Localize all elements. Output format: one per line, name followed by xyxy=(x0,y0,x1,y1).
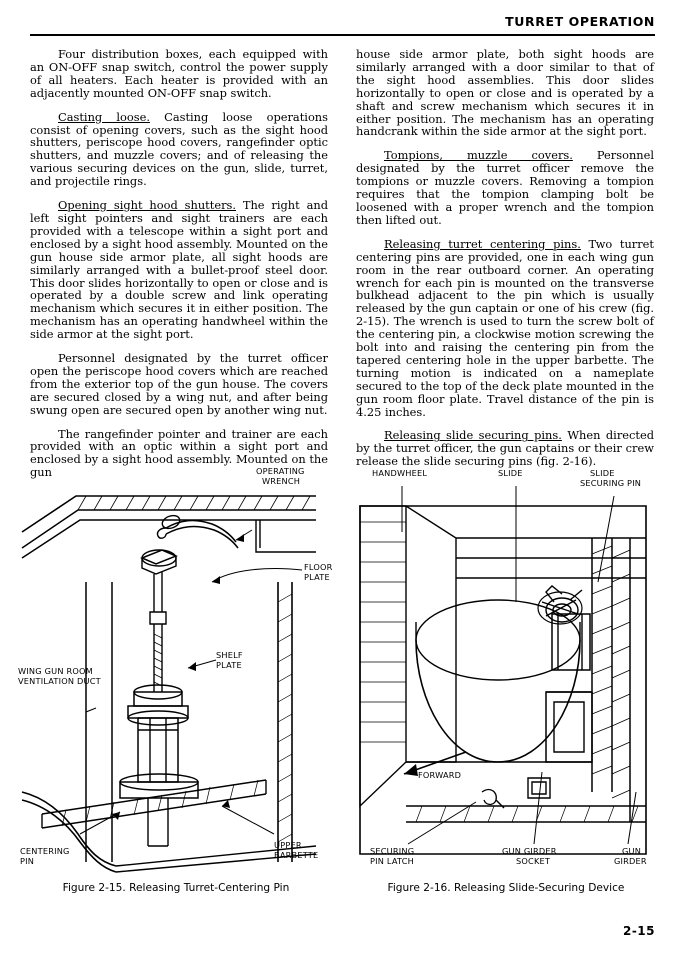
svg-text:PIN: PIN xyxy=(20,856,35,866)
paragraph xyxy=(30,199,328,341)
page-header xyxy=(30,14,655,40)
paragraph xyxy=(356,48,654,138)
run-in-heading: Releasing turret centering pins. xyxy=(384,236,581,251)
svg-text:BARBETTE: BARBETTE xyxy=(274,850,319,860)
callout-forward: FORWARD xyxy=(418,770,462,780)
right-column xyxy=(356,48,654,490)
callout-floor-plate: FLOOR xyxy=(304,562,333,572)
figure-2-16 xyxy=(346,462,666,932)
paragraph-text: Four distribution boxes, each equipped with an ON-OFF snap switch, control the power supply of all heaters. Each heater is provided with an adjacently mounted ON-OFF snap switch. xyxy=(30,47,328,100)
callout-slide: SLIDE xyxy=(498,468,523,478)
callout-centering-pin: CENTERING xyxy=(20,846,70,856)
paragraph-body xyxy=(30,199,328,341)
figure-area xyxy=(16,462,666,932)
paragraph xyxy=(30,111,328,188)
paragraph-text: Personnel designated by the turret officer remove the tompions or muzzle covers. Removing a tompion requires that the tompion clamping bolt be loosened with a proper wrench and the tompion then lifted out. xyxy=(356,148,654,227)
callout-upper-barbette: UPPER xyxy=(274,840,302,850)
callout-gun-girder-socket: GUN GIRDER xyxy=(502,846,557,856)
run-in-heading: Opening sight hood shutters. xyxy=(58,198,236,213)
paragraph-text: When directed by the turret officer, the gun captains or their crew release the slide securing pins (fig. 2-16). xyxy=(356,428,654,469)
paragraph-text: Personnel designated by the turret officer open the periscope hood covers which are reached from the exterior top of the gun house. The covers are secured closed by a wing nut, and after being swung open are secured open by another wing nut. xyxy=(30,351,328,417)
svg-text:WRENCH: WRENCH xyxy=(262,476,301,486)
header-divider xyxy=(30,34,655,36)
left-column xyxy=(30,48,328,490)
callout-gun-girder: GUN xyxy=(622,846,642,856)
page-title: TURRET OPERATION xyxy=(505,14,655,29)
paragraph-body xyxy=(30,111,328,188)
figure-2-16-illustration xyxy=(346,462,666,902)
run-in-heading: Releasing slide securing pins. xyxy=(384,428,562,443)
figure-2-15-caption: Figure 2-15. Releasing Turret-Centering Pin xyxy=(62,882,290,894)
svg-text:VENTILATION DUCT: VENTILATION DUCT xyxy=(18,676,101,686)
svg-text:SECURING PIN: SECURING PIN xyxy=(580,478,642,488)
paragraph-text: house side armor plate, both sight hoods are similarly arranged with a door similar to that of the sight hood assemblies. This door slides horizontally to open or close and is operated by a shaft and screw mechanism which secures it in either position. The mechanism has an operating handcrank within the side armor at the sight port. xyxy=(356,47,654,139)
callout-operating-wrench: OPERATING xyxy=(256,466,305,476)
callout-handwheel: HANDWHEEL xyxy=(372,468,428,478)
callout-securing-pin-latch: SECURING xyxy=(370,846,415,856)
paragraph xyxy=(356,149,654,226)
paragraph-body xyxy=(356,149,654,226)
svg-text:PIN LATCH: PIN LATCH xyxy=(370,856,414,866)
body-columns xyxy=(30,48,655,490)
figure-2-15 xyxy=(16,462,336,932)
paragraph-text: The rangefinder pointer and trainer are each provided with an optic within a sight port and enclosed by a sight hood assembly. Mounted on the gun xyxy=(30,426,328,480)
paragraph-text: The right and left sight pointers and sight trainers are each provided with a telescope within a sight port and enclosed by a sight hood assembly. Mounted on the gun house side armor plate, all sight hoods are similarly arranged with a bullet-proof steel door. This door slides horizontally to open or close and is operated by a double screw and link operating mechanism which secures it in either position. The mechanism has an operating handwheel within the side armor at the sight port. xyxy=(30,198,329,342)
run-in-heading: Tompions, muzzle covers. xyxy=(384,148,573,163)
paragraph xyxy=(30,48,328,100)
paragraph-text: Two turret centering pins are provided, one in each wing gun room in the rear outboard corner. An operating wrench for each pin is mounted on the transverse bulkhead adjacent to the pin which is usually released by the gun captain or one of his crew (fig. 2-15). The wrench is used to turn the screw bolt of the centering pin, a clockwise motion screwing the bolt into and raising the centering pin from the tapered centering hole in the upper barbette. The turning motion is indicated on a nameplate secured to the top of the deck plate mounted in the gun room floor plate. Travel distance of the pin is 4.25 inches. xyxy=(356,236,654,419)
run-in-heading: Casting loose. xyxy=(58,109,150,124)
paragraph xyxy=(30,352,328,417)
figure-2-15-illustration xyxy=(16,462,336,902)
paragraph xyxy=(356,238,654,419)
paragraph-body xyxy=(356,238,654,419)
paragraph-text: Casting loose operations consist of opening covers, such as the sight hood shutters, periscope hood covers, rangefinder optic shutters, and muzzle covers; and of releasing the various securing devices on the gun, slide, turret, and projectile rings. xyxy=(30,109,328,189)
svg-text:PLATE: PLATE xyxy=(304,572,330,582)
callout-shelf-plate: SHELF xyxy=(216,650,243,660)
svg-text:PLATE: PLATE xyxy=(216,660,242,670)
page-number: 2-15 xyxy=(622,924,655,938)
callout-slide-securing-pin: SLIDE xyxy=(590,468,615,478)
figure-2-16-caption: Figure 2-16. Releasing Slide-Securing Device xyxy=(387,882,625,894)
svg-text:SOCKET: SOCKET xyxy=(516,856,551,866)
svg-text:GIRDER: GIRDER xyxy=(614,856,647,866)
callout-wing-gun-room-ventilation-duct: WING GUN ROOM xyxy=(18,666,93,676)
